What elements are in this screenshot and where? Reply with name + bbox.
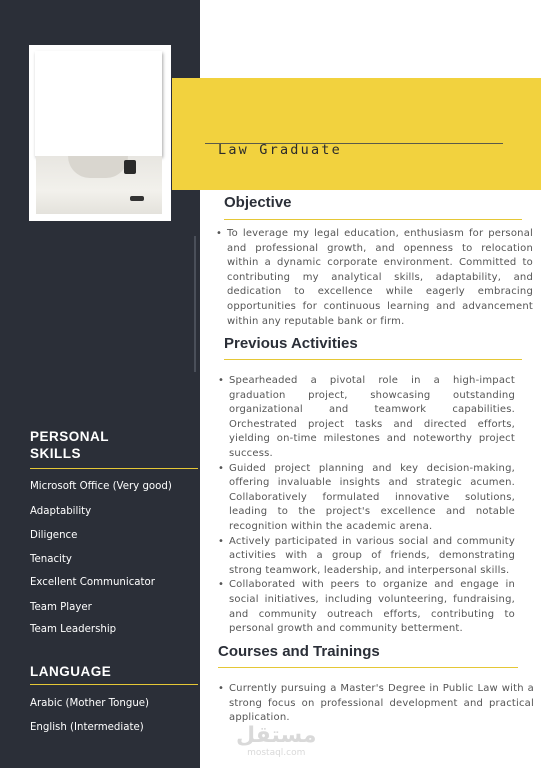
skill-item: Excellent Communicator [30,577,155,588]
job-title: Law Graduate [218,142,342,158]
activities-heading: Previous Activities [224,335,358,352]
objective-rule [224,219,522,220]
objective-list [216,227,533,329]
skill-item: Adaptability [30,506,92,517]
skill-item: Team Player [30,602,92,613]
language-rule [30,684,198,685]
personal-skills-heading: PERSONAL SKILLS [30,429,110,461]
profile-photo [29,45,171,221]
activities-rule [224,359,522,360]
photo-image [36,156,162,214]
courses-rule [218,667,518,668]
objective-heading: Objective [224,194,292,211]
skill-item: Microsoft Office (Very good) [30,481,172,492]
skill-item: Team Leadership [30,624,117,635]
language-item: Arabic (Mother Tongue) [30,698,150,709]
courses-list [218,682,534,726]
watermark-arabic: مستقل [236,723,317,748]
list-item: • Guided project planning and key decision-making, offering invaluable insights and strategic acumen. Collaboratively formulated innovative solutions, leading to the project's excellence and notable recognition within the academic arena. [218,462,515,535]
list-item: • Spearheaded a pivotal role in a high-impact graduation project, showcasing outstanding organizational and teamwork capabilities. Orchestrated project tasks and directed efforts, yielding on-time milestones and noteworthy project success. [218,374,515,462]
watermark-latin: mostaql.com [247,748,306,758]
divider-line [194,236,196,372]
list-item: • Actively participated in various social and community activities with a group of friends, demonstrating strong teamwork, leadership, and interpersonal skills. [218,535,515,579]
activities-list [218,374,515,637]
personal-skills-rule [30,468,198,469]
title-banner [172,78,541,190]
language-item: English (Intermediate) [30,722,144,733]
list-item: • To leverage my legal education, enthusiasm for personal and professional growth, and openness to relocation within a dynamic corporate environment. Committed to contributing my analytical skills, adaptability, and dedication to excellence while eagerly embracing opportunities for continuous learning and advancement within any reputable bank or firm. [216,227,533,329]
list-item: • Currently pursuing a Master's Degree in Public Law with a strong focus on professional development and practical application. [218,682,534,726]
watermark-logo [236,724,316,758]
list-item: • Collaborated with peers to organize and engage in social initiatives, including volunteering, fundraising, and community outreach efforts, contributing to personal growth and community betterment. [218,578,515,636]
sidebar [0,0,200,768]
skill-item: Tenacity [30,554,72,565]
courses-heading: Courses and Trainings [218,643,380,660]
photo-cover [35,51,162,156]
skill-item: Diligence [30,530,78,541]
language-heading: LANGUAGE [30,664,112,679]
